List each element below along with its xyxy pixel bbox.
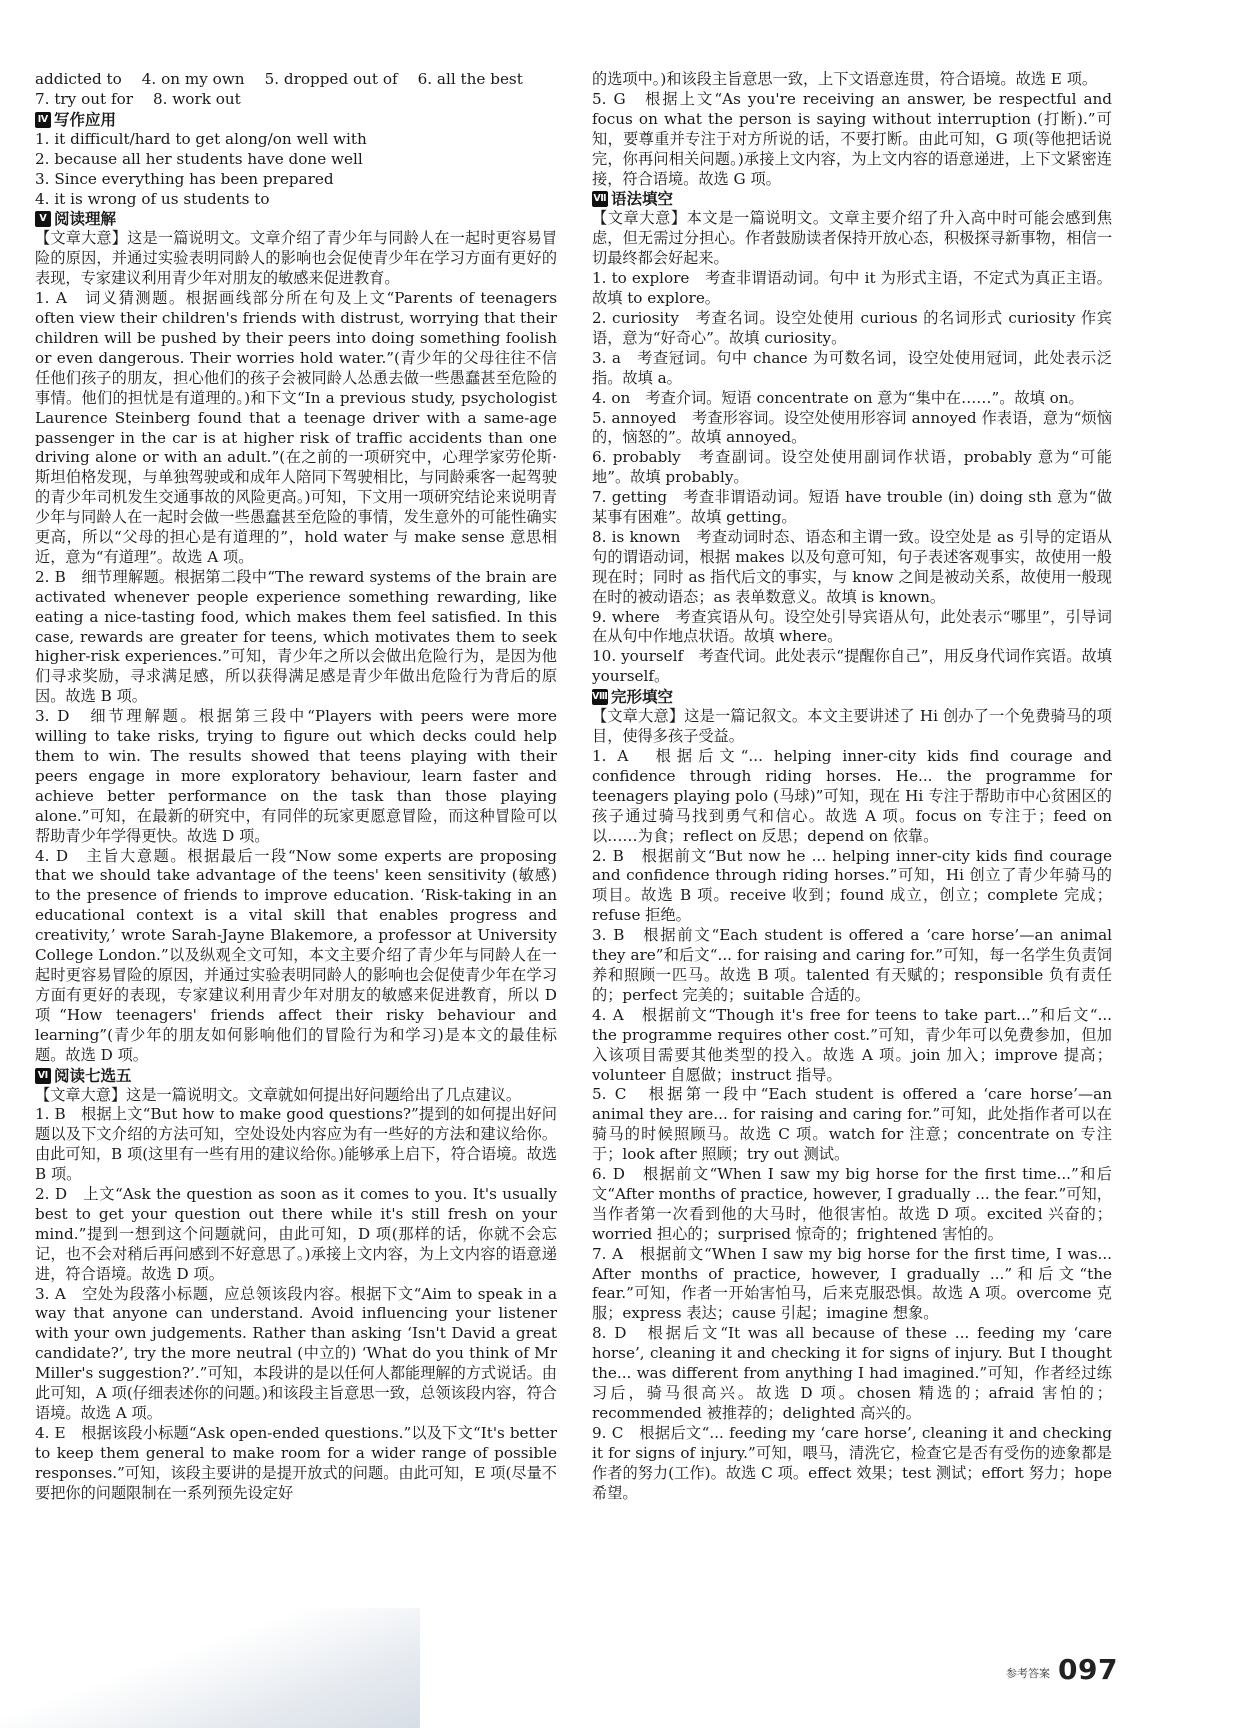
section-number-badge: Ⅶ: [592, 191, 608, 207]
answer-explanation: 4. D 主旨大意题。根据最后一段“Now some experts are proposing that we should take advantage of the teens' keen sensitivity (敏感) to the presence of friends to improve education. ‘Risk-taking in an educational context is a vital skill that enables progress and creativity,’ wrote Sarah-Jayne Blakemore, a professor at University College London.”以及纵观全文可知，本文主要介绍了青少年与同龄人在一起时更容易冒险的原因，并通过实验表明同龄人的影响也会促使青少年在学习方面有更好的表现，专家建议利用青少年对朋友的敏感来促进教育，所以 D 项“How teenagers' friends affect their risky behaviour and learning”(青少年的朋友如何影响他们的冒险行为和学习)是本文的最佳标题。故选 D 项。: [35, 846, 557, 1064]
section-title: 语法填空: [611, 190, 674, 209]
answer-explanation: 5. annoyed 考查形容词。设空处使用形容词 annoyed 作表语，意为“烦恼的，恼怒的”。故填 annoyed。: [592, 408, 1112, 447]
right-column: [592, 70, 1112, 1503]
answer-item: 4. on my own: [141, 70, 245, 88]
answer-explanation: 8. D 根据后文“It was all because of these ... feeding my ‘care horse’, cleaning it and checking it for signs of injury. But I thought the... was different from anything I had imagined.”可知，作者经过练习后，骑马很高兴。故选 D 项。chosen 精选的；afraid 害怕的；recommended 被推荐的；delighted 高兴的。: [592, 1324, 1112, 1422]
section-heading-writing: [35, 110, 557, 130]
section-title: 阅读理解: [54, 210, 117, 229]
corner-decoration: [0, 1608, 420, 1728]
answer-explanation: 6. probably 考查副词。设空处使用副词作状语，probably 意为“可能地”。故填 probably。: [592, 448, 1112, 487]
answer-explanation: 2. B 根据前文“But now he ... helping inner-city kids find courage and confidence through riding horses.”可知，Hi 创立了青少年骑马的项目。故选 B 项。receive 收到；found 成立，创立；complete 完成；refuse 拒绝。: [592, 846, 1112, 925]
answer-explanation: 7. A 根据前文“When I saw my big horse for the first time, I was... After months of practice, however, I gradually ...”和后文“the fear.”可知，作者一开始害怕马，后来克服恐惧。故选 A 项。overcome 克服；express 表达；cause 引起；imagine 想象。: [592, 1244, 1112, 1323]
answer-explanation: 3. D 细节理解题。根据第三段中“Players with peers were more willing to take risks, trying to figure out which decks could help them to win. The results showed that teens playing with their peers engage in more exploratory behaviour, learn faster and achieve better performance on the task than those playing alone.”可知，在最新的研究中，有同伴的玩家更愿意冒险，而这种冒险可以帮助青少年学得更快。故选 D 项。: [35, 707, 557, 845]
answer-explanation: 5. G 根据上文“As you're receiving an answer, be respectful and focus on what the person is saying without interruption (打断).”可知，要尊重并专注于对方所说的话，不要打断。由此可知，G 项(等他把话说完，你再问相关问题。)承接上文内容，为上文内容的语意递进，上下文紧密连接，符合语境。故选 G 项。: [592, 89, 1112, 188]
section-heading-seven-choose-five: [35, 1066, 557, 1086]
section-heading-reading: [35, 209, 557, 229]
footer-label: 参考答案: [1006, 1667, 1051, 1680]
answer-item: addicted to: [35, 70, 122, 88]
answer-explanation: 1. A 根据后文“... helping inner-city kids find courage and confidence through riding horses. He... the programme for teenagers playing polo (马球)”可知，现在 Hi 专注于帮助市中心贫困区的孩子通过骑马找到勇气和信心。故选 A 项。focus on 专注于；feed on 以……为食；reflect on 反思；depend on 依靠。: [592, 747, 1112, 845]
section-title: 写作应用: [54, 110, 117, 129]
writing-answer: 1. it difficult/hard to get along/on well with: [35, 129, 367, 148]
writing-answer: 4. it is wrong of us students to: [35, 189, 270, 208]
answer-explanation: 2. B 细节理解题。根据第二段中“The reward systems of the brain are activated whenever people experience something rewarding, like eating a nice-tasting food, which makes them feel satisfied. In this case, rewards are greater for teens, which motivates them to seek higher-risk experiences.”可知，青少年之所以会做出危险行为，是因为他们寻求奖励，寻求满足感，所以获得满足感是青少年做出危险行为背后的原因。故选 B 项。: [35, 567, 557, 706]
page-number: 097: [1058, 1653, 1118, 1686]
answer-row-1: [35, 70, 557, 90]
answer-row-2: [35, 90, 557, 110]
answer-explanation: 3. A 空处为段落小标题，应总领该段内容。根据下文“Aim to speak in a way that anyone can understand. Avoid influencing your listener with your own judgements. Rather than asking ‘Isn't David a great candidate?’, try the more neutral (中立的) ‘What do you think of Mr Miller's suggestion?’.”可知，本段讲的是以任何人都能理解的方式说话。由此可知，A 项(仔细表述你的问题。)和该段主旨意思一致，总领该段内容，符合语境。故选 A 项。: [35, 1284, 557, 1422]
section-number-badge: Ⅷ: [592, 689, 608, 705]
answer-explanation: 3. B 根据前文“Each student is offered a ‘care horse’—an animal they are”和后文“... for raising and caring for.”可知，每一名学生负责饲养和照顾一匹马。故选 B 项。talented 有天赋的；responsible 负有责任的；perfect 完美的；suitable 合适的。: [592, 926, 1112, 1004]
section-title: 完形填空: [611, 688, 674, 707]
answer-explanation: 1. to explore 考查非谓语动词。句中 it 为形式主语，不定式为真正主语。故填 to explore。: [592, 269, 1112, 308]
article-summary: 【文章大意】这是一篇说明文。文章就如何提出好问题给出了几点建议。: [35, 1085, 521, 1104]
answer-explanation: 2. D 上文“Ask the question as soon as it comes to you. It's usually best to get your question out there while it's still fresh on your mind.”提到一想到这个问题就问，由此可知，D 项(那样的话，你就不会忘记，也不会对稍后再问感到不好意思了。)承接上文内容，为上文内容的语意递进，符合语境。故选 D 项。: [35, 1185, 557, 1283]
answer-explanation: 3. a 考查冠词。句中 chance 为可数名词，设空处使用冠词，此处表示泛指。故填 a。: [592, 348, 1112, 387]
left-column: [35, 70, 557, 1504]
writing-answer: 3. Since everything has been prepared: [35, 169, 334, 188]
answer-item: 6. all the best: [417, 70, 523, 88]
answer-item: 7. try out for: [35, 89, 133, 108]
answer-explanation: 7. getting 考查非谓语动词。短语 have trouble (in) doing sth 意为“做某事有困难”。故填 getting。: [592, 488, 1112, 527]
section-number-badge: Ⅳ: [35, 112, 51, 128]
article-summary: 【文章大意】本文是一篇说明文。文章主要介绍了升入高中时可能会感到焦虑，但无需过分担心。作者鼓励读者保持开放心态，积极探寻新事物，相信一切最终都会好起来。: [592, 209, 1112, 268]
section-title: 阅读七选五: [54, 1066, 132, 1085]
article-summary: 【文章大意】这是一篇记叙文。本文主要讲述了 Hi 创办了一个免费骑马的项目，使得多孩子受益。: [592, 707, 1112, 746]
answer-explanation: 4. on 考查介词。短语 concentrate on 意为“集中在……”。故填 on。: [592, 388, 1084, 407]
answer-explanation: 4. A 根据前文“Though it's free for teens to take part...”和后文“... the programme requires other cost.”可知，青少年可以免费参加，但加入该项目需要其他类型的投入。故选 A 项。join 加入；improve 提高；volunteer 自愿做；instruct 指导。: [592, 1005, 1112, 1084]
answer-explanation: 9. where 考查宾语从句。设空处引导宾语从句，此处表示“哪里”，引导词在从句中作地点状语。故填 where。: [592, 607, 1112, 646]
answer-explanation: 的选项中。)和该段主旨意思一致，上下文语意连贯，符合语境。故选 E 项。: [592, 70, 1098, 88]
answer-item: 5. dropped out of: [264, 70, 398, 88]
answer-explanation: 2. curiosity 考查名词。设空处使用 curious 的名词形式 curiosity 作宾语，意为“好奇心”。故填 curiosity。: [592, 308, 1112, 347]
section-heading-cloze: [592, 687, 1112, 707]
answer-item: 8. work out: [152, 89, 241, 108]
writing-answer: 2. because all her students have done well: [35, 149, 363, 168]
answer-explanation: 10. yourself 考查代词。此处表示“提醒你自己”，用反身代词作宾语。故填 yourself。: [592, 647, 1112, 686]
answer-explanation: 4. E 根据该段小标题“Ask open-ended questions.”以及下文“It's better to keep them general to make room for a wider range of possible responses.”可知，该段主要讲的是提开放式的问题。由此可知，E 项(尽量不要把你的问题限制在一系列预先设定好: [35, 1423, 557, 1502]
answer-explanation: 1. A 词义猜测题。根据画线部分所在句及上文“Parents of teenagers often view their children's friends with distrust, worrying that their children will be pushed by their peers into doing something foolish or even dangerous. Their worries hold water.”(青少年的父母往往不信任他们孩子的朋友，担心他们的孩子会被同龄人怂恿去做一些愚蠢甚至危险的事情。他们的担忧是有道理的。)和下文“In a previous study, psychologist Laurence Steinberg found that a teenage driver with a same-age passenger in the car is at higher risk of traffic accidents than one driving alone or with an adult.”(在之前的一项研究中，心理学家劳伦斯·斯坦伯格发现，与单独驾驶或和成年人陪同下驾驶相比，与同龄乘客一起驾驶的青少年司机发生交通事故的风险更高。)可知，下文用一项研究结论来说明青少年与同龄人在一起时会做一些愚蠢甚至危险的事情，发生意外的可能性确实更高，所以“父母的担心是有道理的”，hold water 与 make sense 意思相近，意为“有道理”。故选 A 项。: [35, 289, 557, 566]
section-number-badge: Ⅵ: [35, 1068, 51, 1084]
section-heading-grammar: [592, 189, 1112, 209]
answer-explanation: 8. is known 考查动词时态、语态和主谓一致。设空处是 as 引导的定语从句的谓语动词，根据 makes 以及句意可知，句子表述客观事实，故使用一般现在时；同时 as 指代后文的事实，与 know 之间是被动关系，故使用一般现在时的被动语态；as 表单数意义。故填 is known。: [592, 527, 1112, 606]
answer-explanation: 1. B 根据上文“But how to make good questions?”提到的如何提出好问题以及下文介绍的方法可知，空处设处内容应为有一些好的方法和建议给你。由此可知，B 项(这里有一些有用的建议给你。)能够承上启下，符合语境。故选 B 项。: [35, 1105, 557, 1184]
answer-explanation: 5. C 根据第一段中“Each student is offered a ‘care horse’—an animal they are... for raising and caring for.”可知，此处指作者可以在骑马的时候照顾马。故选 C 项。watch for 注意；concentrate on 专注于；look after 照顾；try out 测试。: [592, 1085, 1112, 1164]
answer-explanation: 6. D 根据前文“When I saw my big horse for the first time...”和后文“After months of practice, however, I gradually ... the fear.”可知，当作者第一次看到他的大马时，他很害怕。故选 D 项。excited 兴奋的；worried 担心的；surprised 惊奇的；frightened 害怕的。: [592, 1165, 1112, 1243]
section-number-badge: Ⅴ: [35, 211, 51, 227]
answer-explanation: 9. C 根据后文“... feeding my ‘care horse’, cleaning it and checking it for signs of injury.”可知，喂马，清洗它，检查它是否有受伤的迹象都是作者的努力(工作)。故选 C 项。effect 效果；test 测试；effort 努力；hope 希望。: [592, 1423, 1112, 1502]
article-summary: 【文章大意】这是一篇说明文。文章介绍了青少年与同龄人在一起时更容易冒险的原因，并通过实验表明同龄人的影响也会促使青少年在学习方面有更好的表现，专家建议利用青少年对朋友的敏感来促进教育。: [35, 229, 557, 288]
page-footer: [1006, 1653, 1118, 1686]
